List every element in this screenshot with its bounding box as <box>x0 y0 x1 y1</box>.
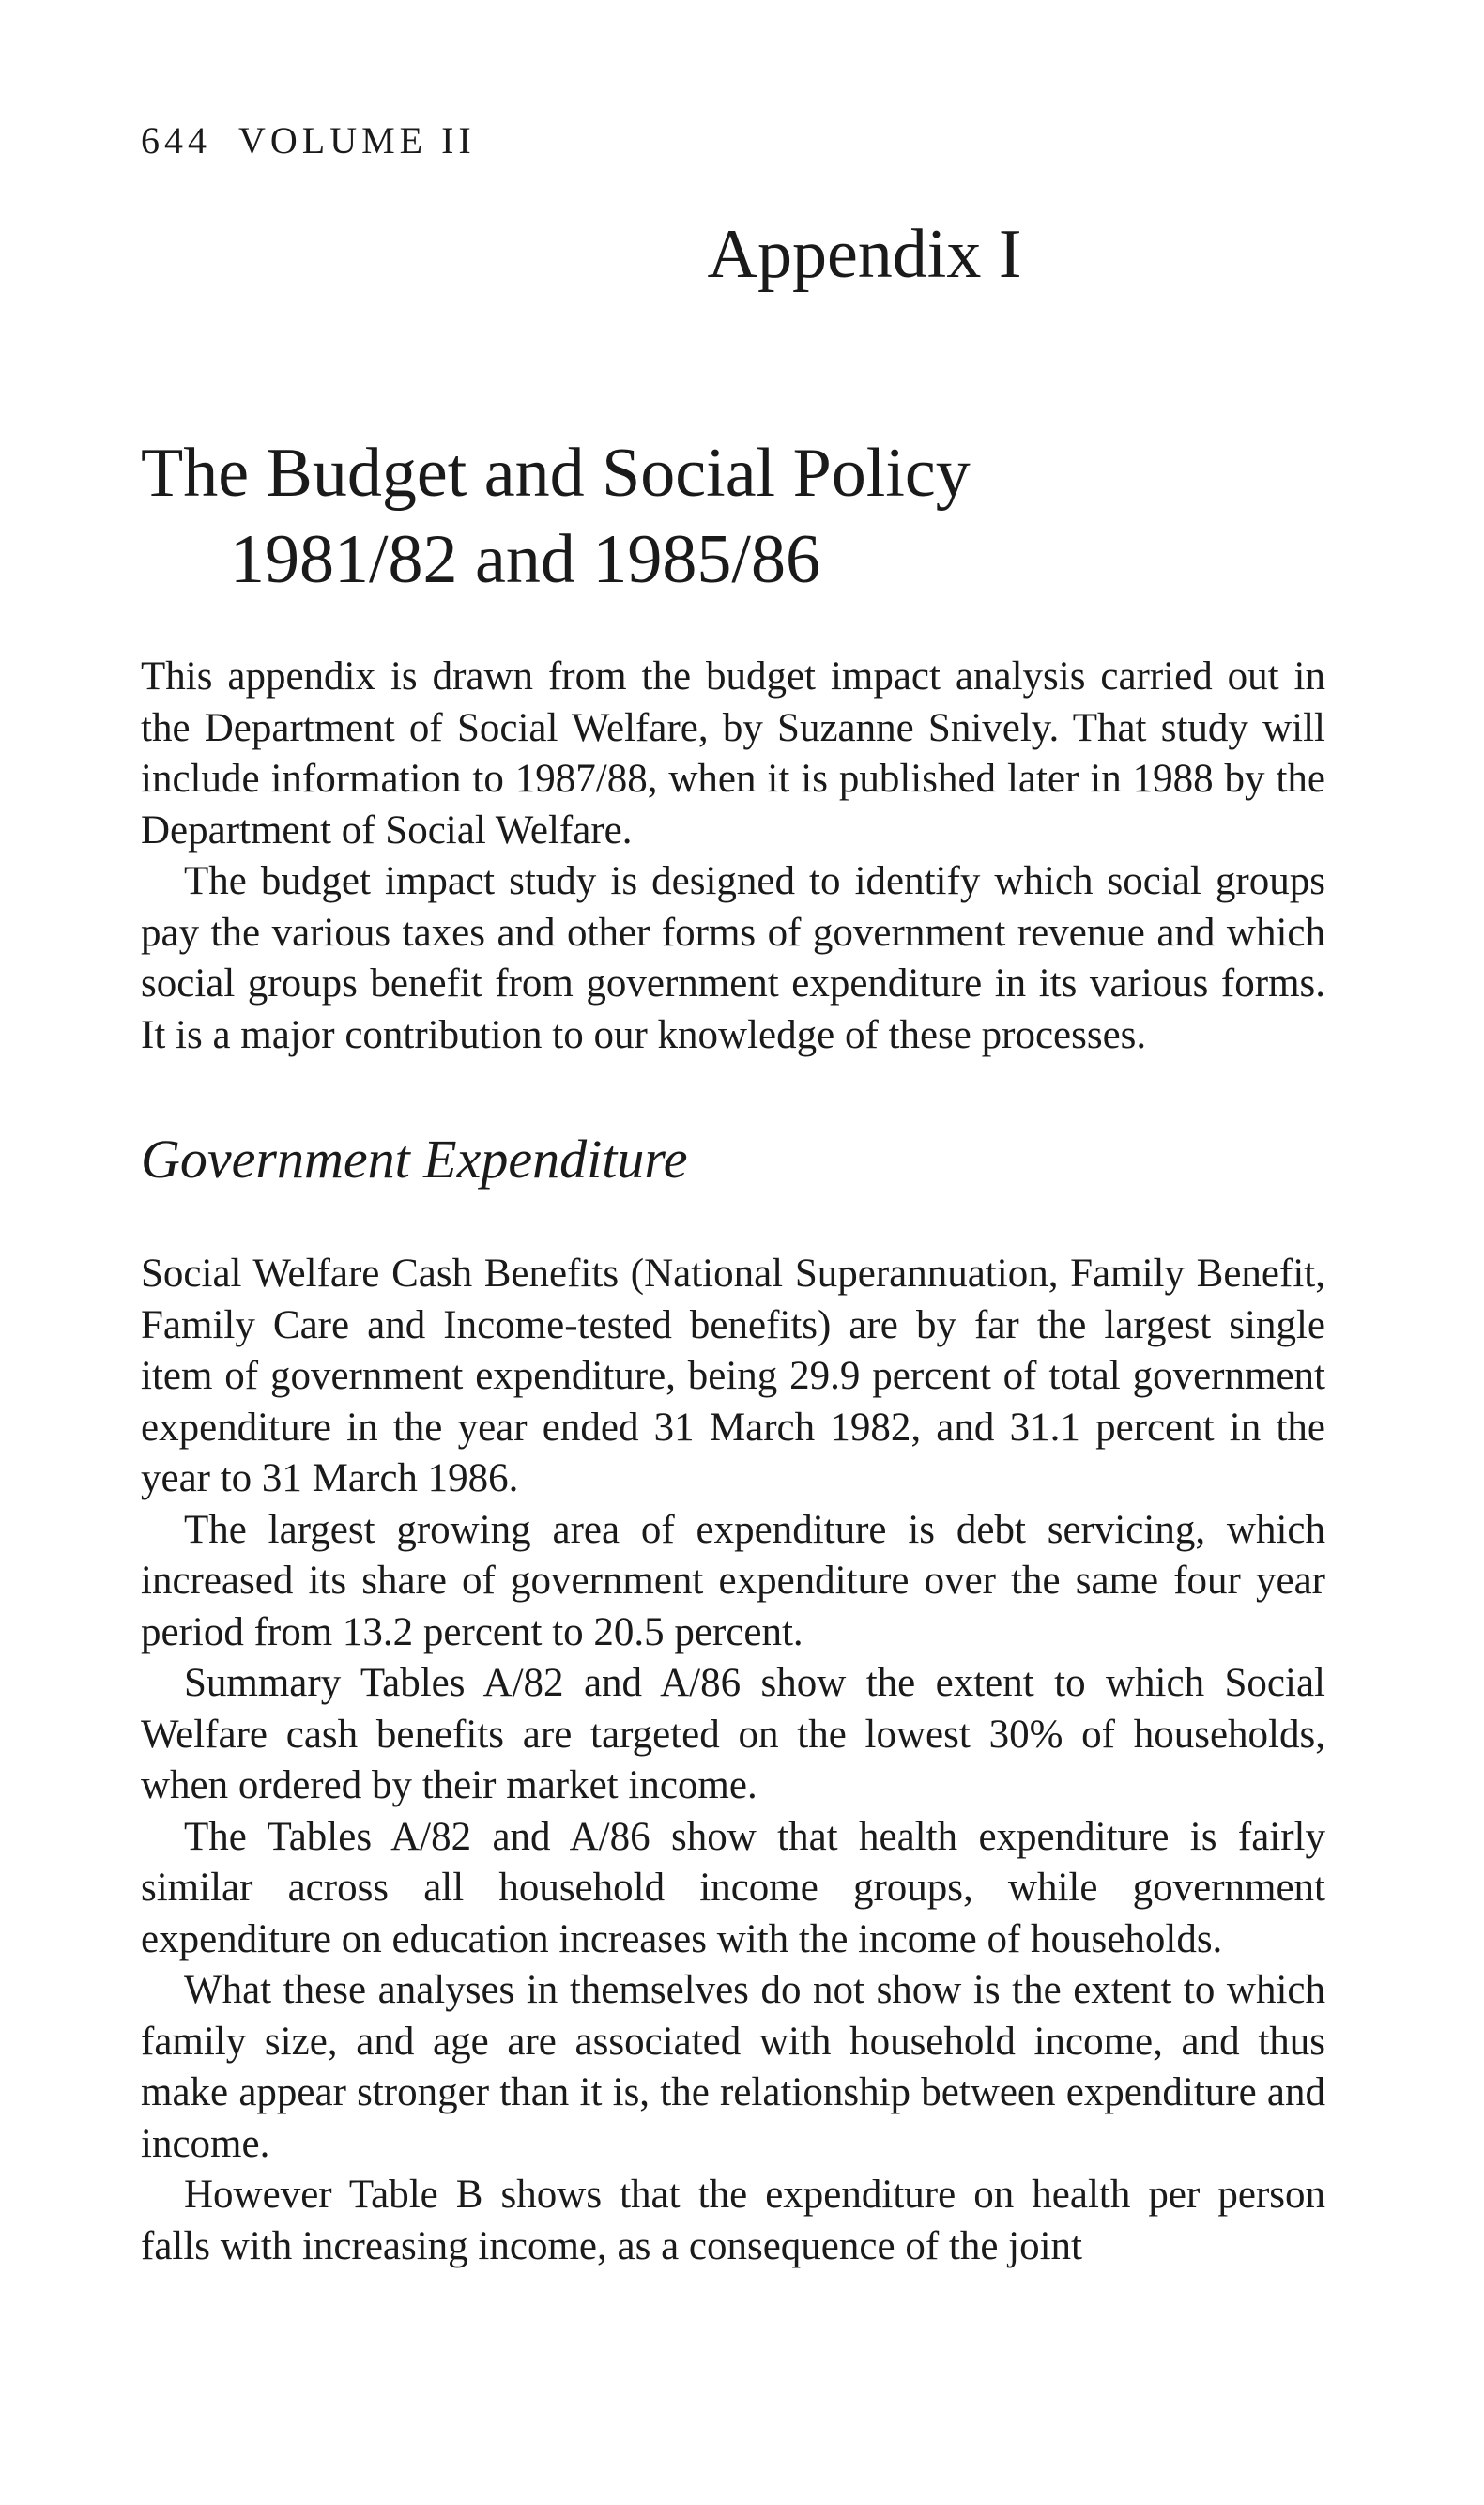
body-paragraph: However Table B shows that the expenditure on health per person falls with increasing income, as a consequence of the joint <box>141 2173 1325 2268</box>
body-paragraph: The Tables A/82 and A/86 show that health expenditure is fairly similar across all household income groups, while government expenditure on education increases with the income of households. <box>141 1814 1325 1961</box>
volume-label: VOLUME II <box>238 119 476 161</box>
body-paragraph: Summary Tables A/82 and A/86 show the extent to which Social Welfare cash benefits are targeted on the lowest 30% of households, when ordered by their market income. <box>141 1661 1325 1807</box>
intro-section <box>141 652 1325 1061</box>
chapter-title <box>141 430 1325 603</box>
intro-paragraph: The budget impact study is designed to identify which social groups pay the various taxes and other forms of government revenue and which social groups benefit from government expenditure in its various forms. It is a major contribution to our knowledge of these processes. <box>141 859 1325 1057</box>
body-paragraph: What these analyses in themselves do not show is the extent to which family size, and age are associated with household income, and thus make appear stronger than it is, the relationship between expenditure and income. <box>141 1968 1325 2166</box>
appendix-label: Appendix I <box>707 216 1022 293</box>
page-number: 644 <box>141 119 211 161</box>
intro-paragraph: This appendix is drawn from the budget impact analysis carried out in the Department of Social Welfare, by Suzanne Snively. That study will include information to 1987/88, when it is published later in 1988 by the Department of Social Welfare. <box>141 654 1325 853</box>
book-page <box>141 119 1325 2272</box>
title-line-1: The Budget and Social Policy <box>141 435 971 512</box>
section-heading: Government Expenditure <box>141 1129 688 1190</box>
section-body <box>141 1249 1325 2272</box>
title-line-2: 1981/82 and 1985/86 <box>230 521 820 598</box>
running-head <box>141 119 1325 178</box>
body-paragraph: Social Welfare Cash Benefits (National Superannuation, Family Benefit, Family Care and Income-tested benefits) are by far the largest single item of government expenditure, being 29.9 percent of total government expenditure in the year ended 31 March 1982, and 31.1 percent in the year to 31 March 1986. <box>141 1252 1325 1500</box>
body-paragraph: The largest growing area of expenditure is debt servicing, which increased its share of government expenditure over the same four year period from 13.2 percent to 20.5 percent. <box>141 1507 1325 1654</box>
